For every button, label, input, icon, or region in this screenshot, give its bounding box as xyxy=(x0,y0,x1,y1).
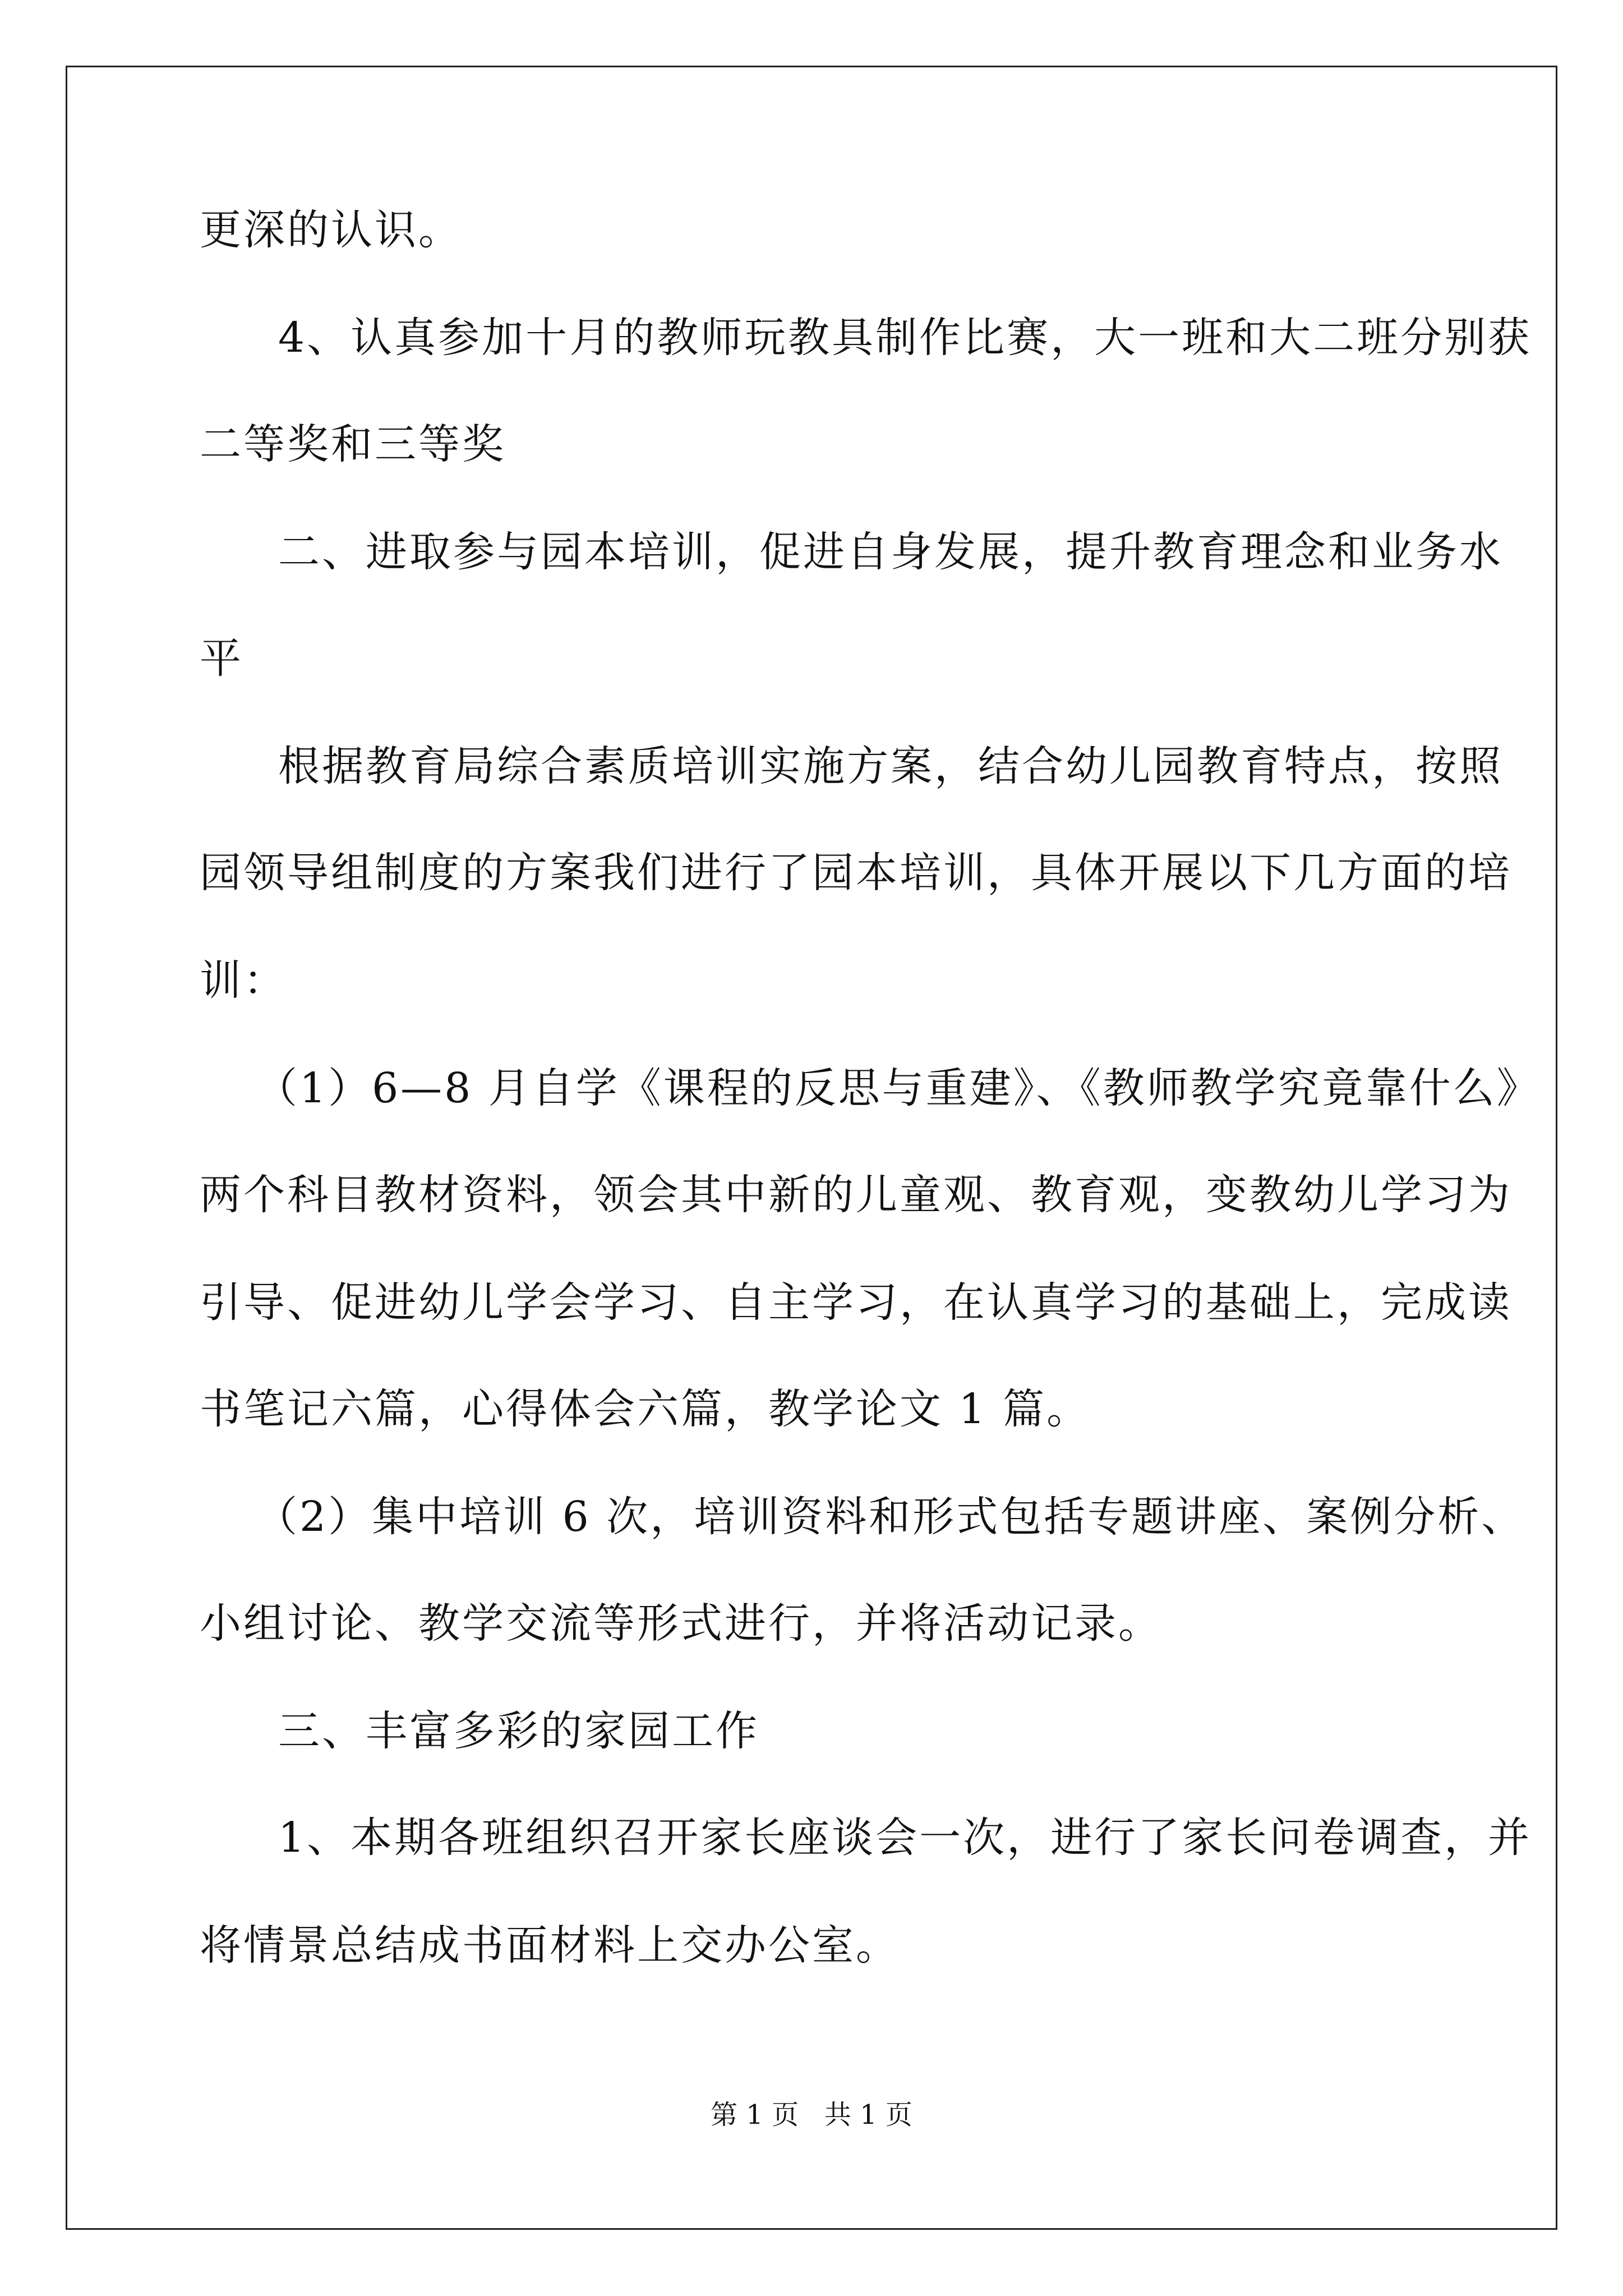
text-line-8: 训： xyxy=(200,956,287,1005)
text-line-16: 1、本期各班组织召开家长座谈会一次，进行了家长问卷调查，并 xyxy=(278,1814,1532,1862)
text-line-14: 小组讨论、教学交流等形式进行，并将活动记录。 xyxy=(200,1599,1162,1648)
text-line-5: 平 xyxy=(200,634,243,683)
text-line-10: 两个科目教材资料，领会其中新的儿童观、教育观，变教幼儿学习为 xyxy=(200,1171,1512,1219)
text-line-7: 园领导组制度的方案我们进行了园本培训，具体开展以下几方面的培 xyxy=(200,849,1512,897)
text-line-11: 引导、促进幼儿学会学习、自主学习，在认真学习的基础上，完成读 xyxy=(200,1278,1512,1327)
page-frame xyxy=(66,66,1557,2230)
text-line-12: 书笔记六篇，心得体会六篇，教学论文 1 篇。 xyxy=(200,1385,1091,1433)
text-line-17: 将情景总结成书面材料上交办公室。 xyxy=(200,1921,900,1970)
page-footer: 第 1 页 共 1 页 xyxy=(711,2099,912,2131)
text-line-15: 三、丰富多彩的家园工作 xyxy=(278,1707,759,1755)
text-line-1: 更深的认识。 xyxy=(200,206,462,254)
text-line-13: （2）集中培训 6 次，培训资料和形式包括专题讲座、案例分析、 xyxy=(256,1493,1525,1541)
text-line-2: 4、认真参加十月的教师玩教具制作比赛，大一班和大二班分别获 xyxy=(278,314,1532,362)
text-line-9: （1）6—8 月自学《课程的反思与重建》、《教师教学究竟靠什么》 xyxy=(256,1064,1541,1112)
text-line-6: 根据教育局综合素质培训实施方案，结合幼儿园教育特点，按照 xyxy=(278,742,1503,790)
text-line-4: 二、进取参与园本培训，促进自身发展，提升教育理念和业务水 xyxy=(278,528,1503,576)
text-line-3: 二等奖和三等奖 xyxy=(200,420,506,468)
